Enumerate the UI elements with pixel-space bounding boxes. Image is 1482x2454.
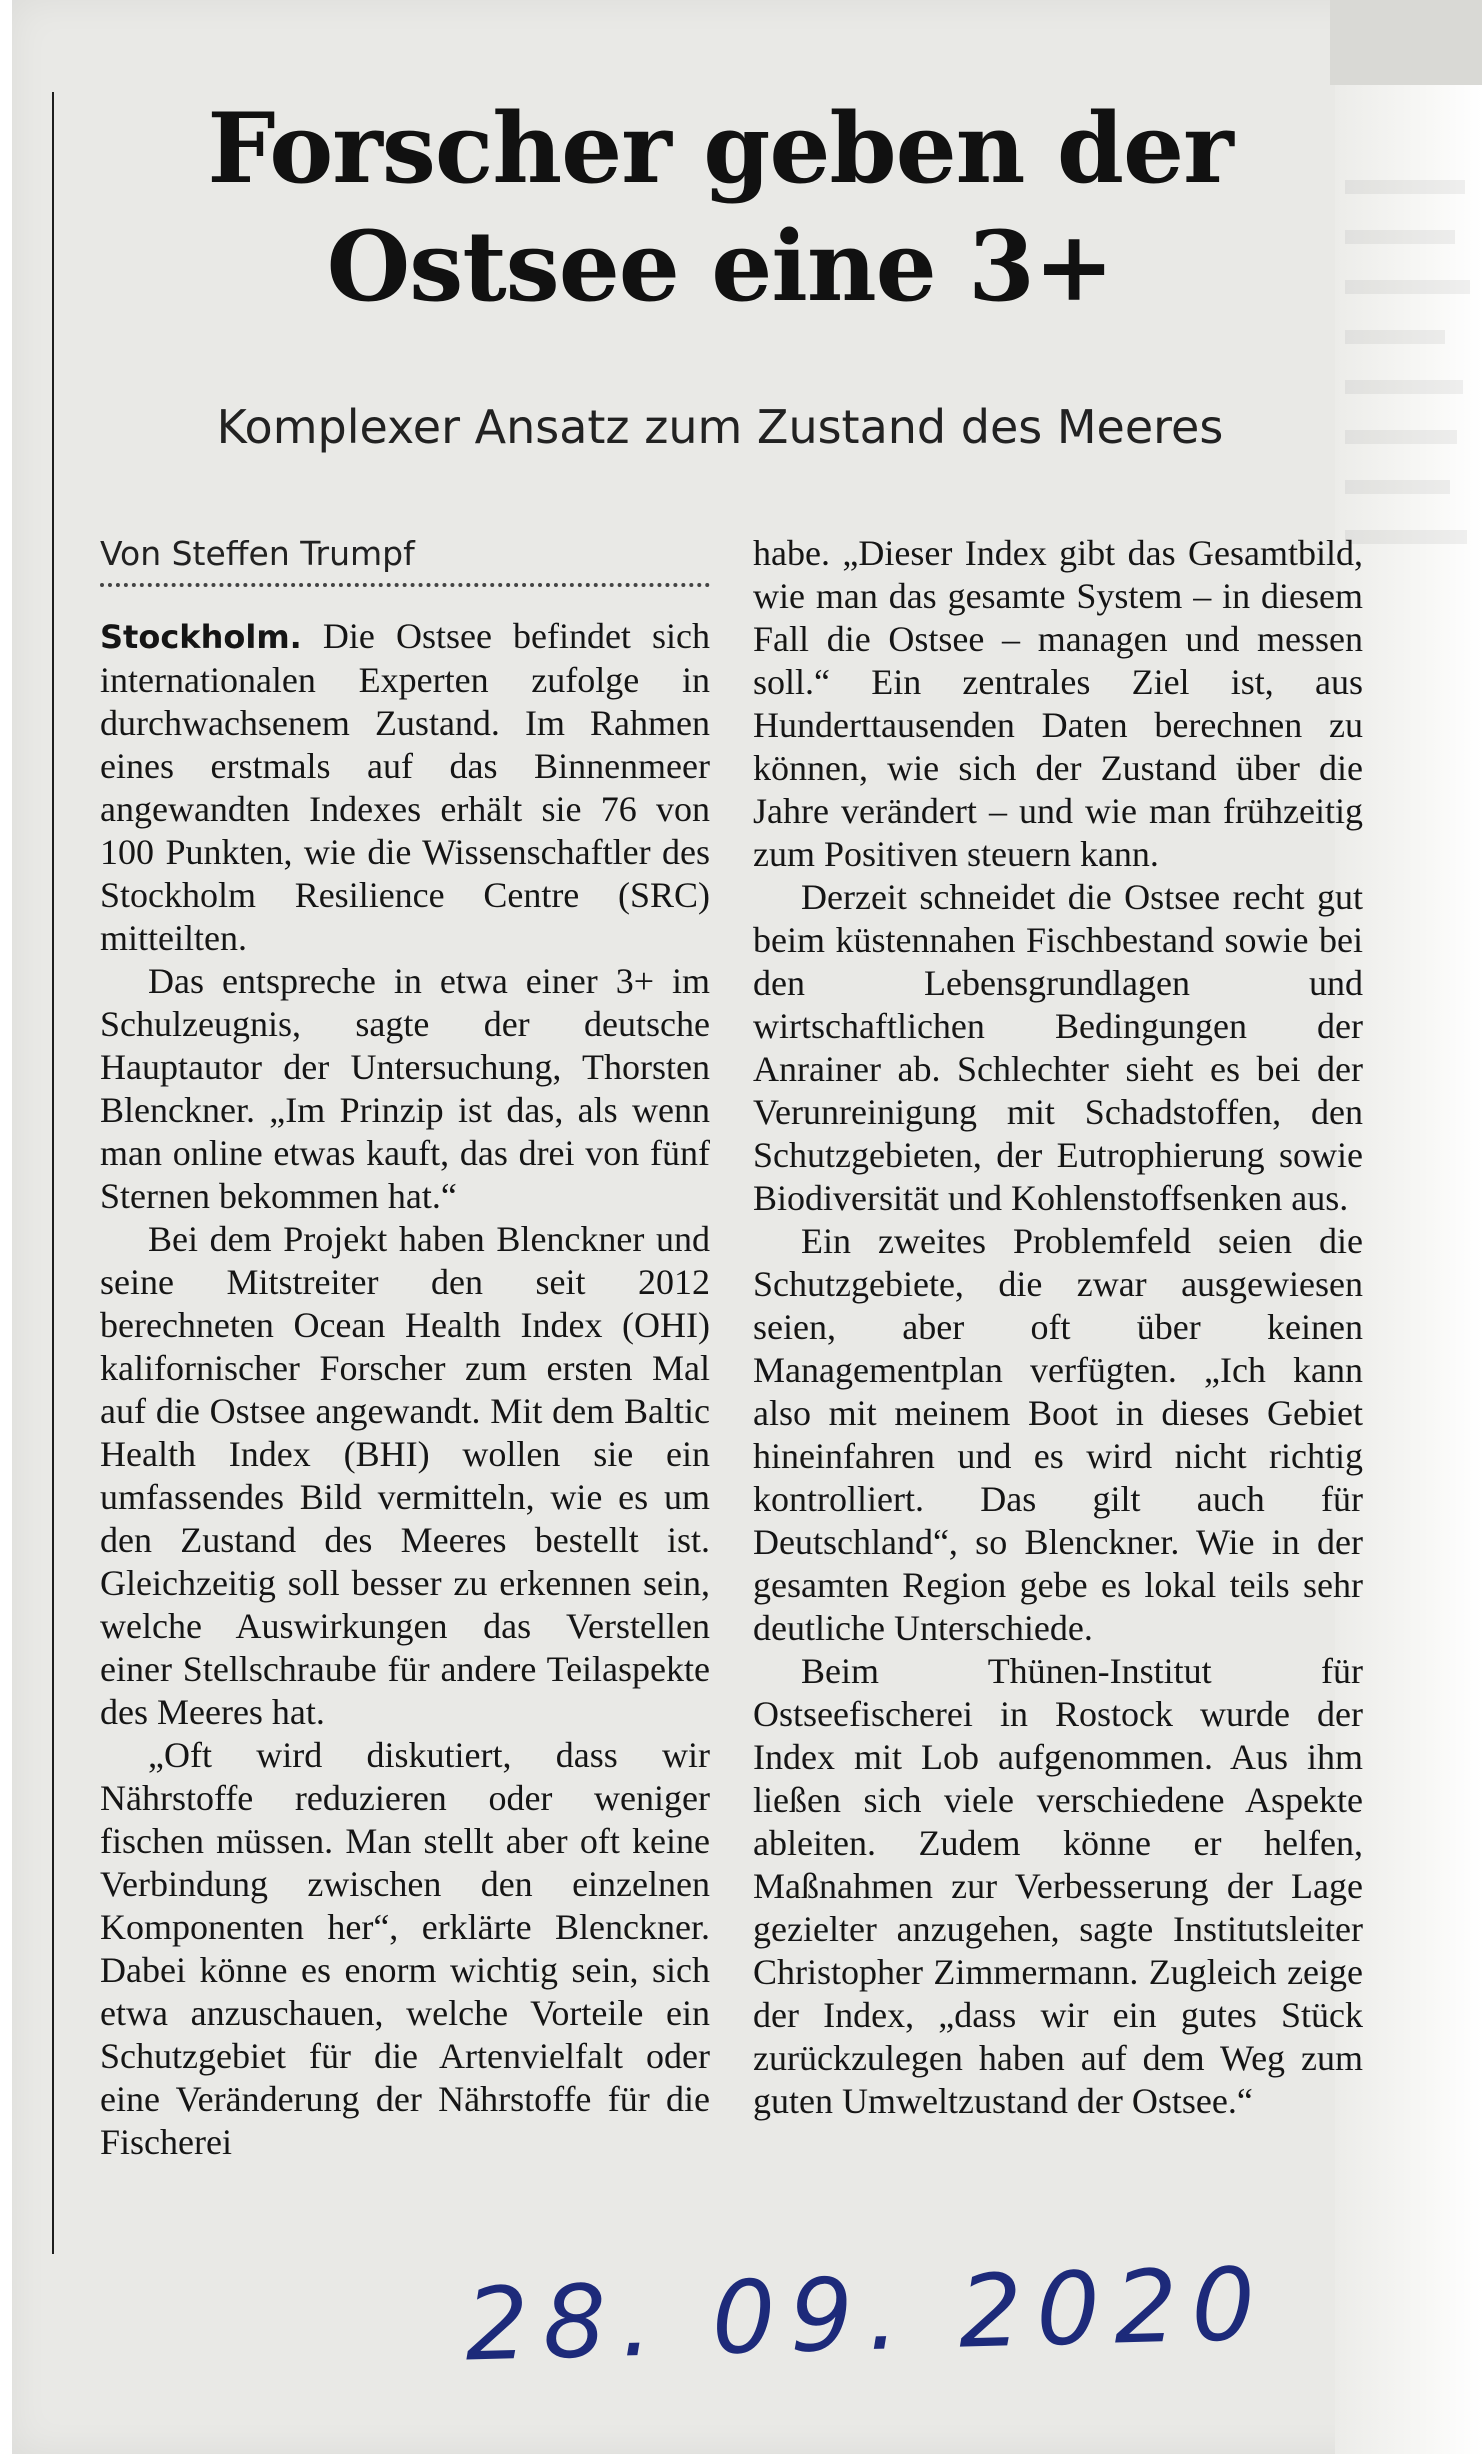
headline: Forscher geben der Ostsee eine 3+: [207, 92, 1233, 323]
subheadline: Komplexer Ansatz zum Zustand des Meeres: [216, 400, 1224, 454]
paragraph: Beim Thünen-Institut für Ostseefischerei in Rostock wurde der Index mit Lob aufgenommen. Aus ihm ließen sich viele verschiedene Aspekte ableiten. Zudem könne er helfen, Maßnahmen zur Verbesserung der Lage gezielter anzugehen, sagte Institutsleiter Christopher Zimmermann. Zugleich zeige der Index, „dass wir ein gutes Stück zurückzulegen haben auf dem Weg zum guten Umweltzustand der Ostsee.“: [753, 1651, 1363, 2121]
paragraph: Das entspreche in etwa einer 3+ im Schulzeugnis, sagte der deutsche Hauptautor der Untersuchung, Thorsten Blenckner. „Im Prinzip ist das, als wenn man online etwas kauft, das drei von fünf Sternen bekommen hat.“: [100, 961, 710, 1216]
paragraph-text: Die Ostsee befindet sich internationalen Experten zufolge in durchwachsenem Zustand. Im Rahmen eines erstmals auf das Binnenmeer angewandten Indexes erhält sie 76 von 100 Punkten, wie die Wissenschaftler des Stockholm Resilience Centre (SRC) mitteilten.: [100, 616, 710, 958]
paragraph: Derzeit schneidet die Ostsee recht gut beim küstennahen Fischbestand sowie bei den Lebensgrundlagen und wirtschaftlichen Bedingungen der Anrainer ab. Schlechter sieht es bei der Verunreinigung mit Schadstoffen, den Schutzgebieten, der Eutrophierung sowie Biodiversität und Kohlenstoffsenken aus.: [753, 877, 1363, 1218]
adjacent-page-header-bleed: [1330, 0, 1482, 85]
byline-dotted-rule: [100, 583, 710, 587]
dateline: Stockholm.: [100, 618, 302, 656]
paragraph: habe. „Dieser Index gibt das Gesamtbild, wie man das gesamte System – in diesem Fall die Ostsee – managen und messen soll.“ Ein zentrales Ziel ist, aus Hunderttausenden Daten berechnen zu können, wie sich der Zustand über die Jahre verändert – und wie man frühzeitig zum Positiven steuern kann.: [753, 533, 1363, 874]
handwritten-date: 28. 09. 2020: [463, 2245, 1271, 2384]
column-rule: [52, 92, 54, 2254]
paragraph: Ein zweites Problemfeld seien die Schutzgebiete, die zwar ausgewiesen seien, aber oft über keinen Managementplan verfügten. „Ich kann also mit meinem Boot in dieses Gebiet hineinfahren und es wird nicht richtig kontrolliert. Das gilt auch für Deutschland“, so Blenckner. Wie in der gesamten Region gebe es lokal teils sehr deutliche Unterschiede.: [753, 1221, 1363, 1648]
paragraph: Bei dem Projekt haben Blenckner und seine Mitstreiter den seit 2012 berechneten Ocean Health Index (OHI) kalifornischer Forscher zum ersten Mal auf die Ostsee angewandt. Mit dem Baltic Health Index (BHI) wollen sie ein umfassendes Bild vermitteln, wie es um den Zustand des Meeres bestellt ist. Gleichzeitig soll besser zu erkennen sein, welche Auswirkungen das Verstellen einer Stellschraube für andere Teilaspekte des Meeres hat.: [100, 1219, 710, 1732]
paragraph: „Oft wird diskutiert, dass wir Nährstoffe reduzieren oder weniger fischen müssen. Man stellt aber oft keine Verbindung zwischen den einzelnen Komponenten her“, erklärte Blenckner. Dabei könne es enorm wichtig sein, sich etwa anzuschauen, welche Vorteile ein Schutzgebiet für die Artenvielfalt oder eine Veränderung der Nährstoffe für die Fischerei: [100, 1735, 710, 2162]
text-column-left: [100, 615, 710, 2164]
byline: Von Steffen Trumpf: [100, 534, 415, 573]
text-column-right: [753, 532, 1363, 2123]
paragraph: [100, 615, 710, 960]
